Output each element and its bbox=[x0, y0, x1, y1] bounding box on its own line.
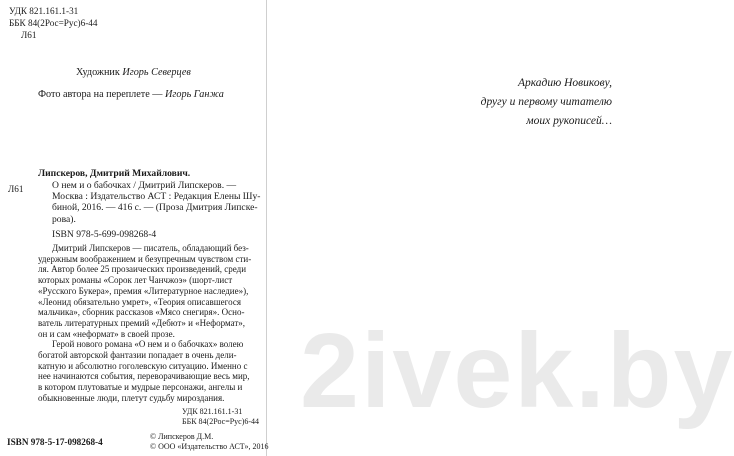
watermark: 2ivek.by bbox=[300, 312, 734, 430]
copyright-author: © Липскеров Д.М. bbox=[150, 432, 214, 441]
catalog-isbn: ISBN 978-5-699-098268-4 bbox=[52, 229, 157, 240]
photo-credit bbox=[38, 88, 224, 102]
annotation-line: мальчика», сборник рассказов «Мясо снегиря». Осно- bbox=[38, 307, 245, 318]
artist-credit-prefix: Художник bbox=[76, 67, 123, 78]
book-isbn: ISBN 978-5-17-098268-4 bbox=[7, 437, 103, 447]
bib-line: биной, 2016. — 416 с. — (Проза Дмитрия Липске- bbox=[52, 202, 258, 214]
catalog-bbk: ББК 84(2Рос=Рус)6-44 bbox=[182, 417, 260, 426]
annotation-line: богатой авторской фантазии попадает в очень дели- bbox=[38, 350, 237, 361]
annotation-line: ля. Автор более 25 прозаических произведений, среди bbox=[38, 264, 247, 275]
photographer-name: Игорь Ганжа bbox=[165, 89, 224, 100]
bib-line: О нем и о бабочках / Дмитрий Липскеров. — bbox=[52, 180, 237, 191]
annotation-line: которых романы «Сорок лет Чанчжоэ» (шорт-лист bbox=[38, 275, 233, 286]
catalog-udk: УДК 821.161.1-31 bbox=[182, 407, 243, 416]
dedication-line: моих рукописей… bbox=[526, 115, 612, 127]
dedication bbox=[481, 74, 612, 131]
artist-name: Игорь Северцев bbox=[122, 67, 191, 78]
bib-line: рова). bbox=[52, 213, 76, 225]
page-fold-line bbox=[266, 0, 267, 456]
udk-code: УДК 821.161.1-31 bbox=[9, 6, 79, 16]
dedication-line: Аркадию Новикову, bbox=[517, 77, 612, 89]
dedication-line: другу и первому читателю bbox=[480, 96, 612, 108]
bib-line: Москва : Издательство АСТ : Редакция Елены Шу- bbox=[52, 191, 261, 203]
annotation-line: ватель литературных премий «Дебют» и «Неформат», bbox=[38, 317, 246, 328]
catalog-author: Липскеров, Дмитрий Михайлович. bbox=[38, 168, 191, 179]
annotation bbox=[38, 243, 251, 404]
annotation-line: «Леонид обязательно умрет», «Теория описавшегося bbox=[38, 296, 241, 307]
author-sign-code: Л61 bbox=[21, 30, 37, 40]
copyright-publisher: © ООО «Издательство АСТ», 2016 bbox=[150, 442, 269, 451]
annotation-line: обыкновенные люди, плетут судьбу мироздания. bbox=[38, 392, 225, 403]
annotation-line: Дмитрий Липскеров — писатель, обладающий без- bbox=[52, 243, 249, 253]
annotation-line: удержным воображением и безупречным чувством сти- bbox=[38, 253, 252, 264]
annotation-line: Герой нового романа «О нем и о бабочках» волею bbox=[52, 339, 244, 350]
annotation-line: нее начинаются события, переворачивающие весь мир, bbox=[38, 371, 250, 382]
annotation-line: в котором плутоватые и мудрые персонажи, ангелы и bbox=[38, 382, 243, 393]
catalog-author-code: Л61 bbox=[8, 184, 24, 194]
artist-credit bbox=[76, 66, 191, 80]
annotation-line: катную и абсолютно гоголевскую ситуацию. Именно с bbox=[38, 360, 248, 371]
annotation-line: «Русского Букера», премия «Литературное наследие»), bbox=[38, 285, 249, 296]
catalog-bibliographic-entry bbox=[52, 180, 260, 225]
annotation-line: он и сам «неформат» в своей прозе. bbox=[38, 328, 175, 339]
bbk-code: ББК 84(2Рос=Рус)6-44 bbox=[9, 18, 98, 28]
photo-credit-prefix: Фото автора на переплете — bbox=[38, 89, 166, 100]
